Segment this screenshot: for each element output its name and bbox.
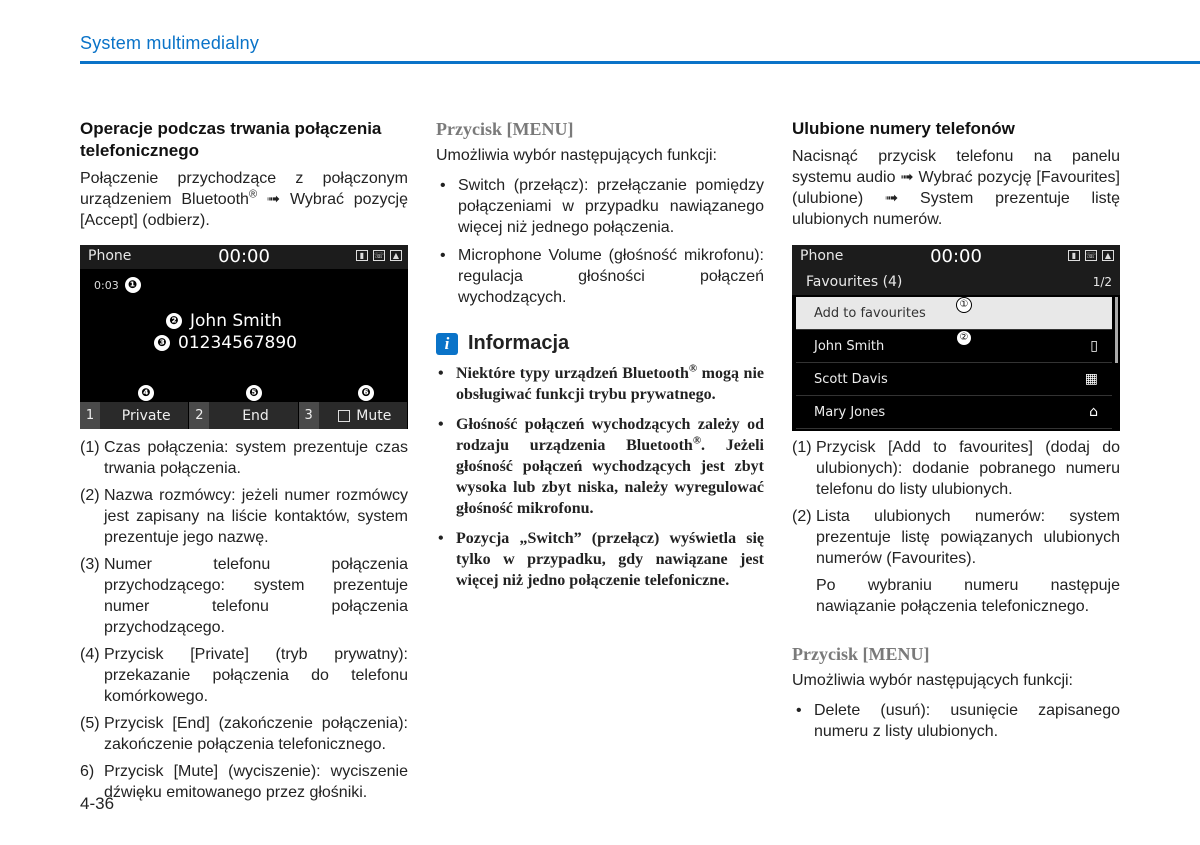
column-3 [792, 118, 1120, 230]
bullet-text: Switch (przełącz): przełączanie pomiędzy połączeniami w przypadku nawiązanego więcej niż jednego połączenia. [458, 177, 764, 236]
status-icons [356, 250, 402, 261]
favourites-intro: Nacisnąć przycisk telefonu na panelu systemu audio ➟ Wybrać pozycję [Favourites] (ulubione) ➟ System prezentuje listę ulubionych numerów. [792, 148, 1120, 228]
call-timer [94, 277, 141, 293]
marker-1: ❶ [125, 277, 141, 293]
info-text-a: Niektóre typy urządzeń Bluetooth [456, 365, 689, 382]
bullet-icon: • [438, 416, 444, 433]
list-number: (2) [792, 508, 812, 525]
list-number: 6) [80, 763, 95, 780]
softkey-label: Mute [356, 407, 392, 424]
favourite-label: Scott Davis [814, 372, 888, 387]
caller-number: 01234567890 [178, 333, 297, 353]
list-item [436, 245, 764, 308]
info-text-a: Pozycja „Switch” (przełącz) wyświetla się tylko w przypadku, gdy nawiązane jest więcej niż jedno połączenie telefoniczne. [456, 530, 764, 589]
mute-button[interactable] [299, 402, 408, 429]
menu-intro-2: Umożliwia wybór następujących funkcji: [792, 672, 1073, 689]
page-header-title: System multimedialny [80, 33, 260, 53]
caller-name: John Smith [190, 311, 282, 331]
list-item [436, 528, 764, 591]
battery-icon: ▮ [1068, 250, 1080, 261]
private-button[interactable] [80, 402, 189, 429]
registered-mark: ® [248, 188, 258, 201]
favourite-item-scott-davis[interactable] [796, 363, 1112, 396]
favourites-functions-list [792, 437, 1120, 617]
bullet-text [456, 414, 764, 519]
favourites-header [792, 269, 1120, 295]
list-item [436, 363, 764, 405]
intro-text-a: Połączenie przychodzące z połączonym urządzeniem Bluetooth [80, 170, 408, 208]
page-number: 4-36 [80, 794, 115, 813]
call-operations-intro [80, 168, 408, 231]
bullet-text [456, 363, 764, 405]
list-item [80, 713, 408, 755]
list-number: (1) [792, 439, 812, 456]
list-item [80, 761, 408, 803]
list-text: Przycisk [Add to favourites] (dodaj do ulubionych): dodanie pobranego numeru telefonu do listy ulubionych. [816, 439, 1120, 498]
bullet-icon: • [438, 365, 444, 382]
header-rule [80, 61, 1200, 64]
list-text: Przycisk [Mute] (wyciszenie): wyciszenie dźwięku emitowanego przez głośniki. [104, 763, 408, 801]
add-to-favourites-button[interactable] [796, 297, 1112, 330]
softkey-label: Private [121, 407, 171, 424]
list-text: Lista ulubionych numerów: system prezentuje listę powiązanych ulubionych numerów (Favourites). [816, 508, 1120, 567]
screen-title: Phone [88, 248, 132, 264]
marker-2: ❷ [166, 313, 182, 329]
list-number [792, 575, 816, 617]
softkey-number: 2 [189, 402, 209, 429]
list-item [792, 575, 1120, 617]
column-2 [436, 118, 764, 600]
softkey-number: 3 [299, 402, 319, 429]
list-text: Czas połączenia: system prezentuje czas trwania połączenia. [104, 439, 408, 477]
list-item [80, 485, 408, 548]
home-icon: ⌂ [1089, 404, 1098, 420]
list-item [436, 175, 764, 238]
list-item [792, 437, 1120, 500]
bullet-icon: • [796, 702, 802, 719]
section-heading-menu-2: Przycisk [MENU] [792, 644, 930, 664]
bluetooth-phone-icon: ☏ [1086, 251, 1097, 260]
caller-name-row [166, 311, 282, 331]
softkey-number: 1 [80, 402, 100, 429]
list-text: Przycisk [End] (zakończenie połączenia): zakończenie połączenia telefonicznego. [104, 715, 408, 753]
softkey-bar [80, 402, 408, 429]
phone-call-screen [80, 245, 408, 429]
screen-title: Phone [800, 248, 844, 264]
marker-2: ② [956, 330, 972, 346]
signal-icon: ▲ [390, 250, 402, 261]
list-item [80, 437, 408, 479]
end-button[interactable] [189, 402, 298, 429]
mobile-phone-icon: ▯ [1090, 338, 1098, 354]
softkey-label: End [242, 407, 269, 424]
favourite-label: Add to favourites [814, 306, 926, 321]
bullet-icon: • [438, 530, 444, 547]
list-number: (3) [80, 556, 100, 573]
registered-mark: ® [692, 434, 702, 447]
intro-text-b: ➟ Wybrać pozycję [Accept] (odbierz). [80, 191, 409, 229]
bullet-text [456, 528, 764, 591]
screen-clock: 00:00 [218, 246, 270, 267]
section-heading-call-operations: Operacje podczas trwania połączenia telefonicznego [80, 119, 382, 160]
info-text-b: mogą nie obsługiwać funkcji trybu prywatnego. [456, 365, 764, 403]
list-text: Przycisk [Private] (tryb prywatny): przekazanie połączenia do telefonu komórkowego. [104, 646, 408, 705]
office-phone-icon: ▦ [1084, 371, 1098, 387]
bullet-text: Microphone Volume (głośność mikrofonu): regulacja głośności połączeń wychodzących. [458, 247, 764, 306]
screen-status-bar [792, 245, 1120, 269]
bullet-text: Delete (usuń): usunięcie zapisanego numeru z listy ulubionych. [814, 702, 1120, 740]
list-number: (2) [80, 487, 100, 504]
favourite-item-mary-jones[interactable] [796, 396, 1112, 429]
info-title: Informacja [468, 332, 570, 354]
call-timer-value: 0:03 [94, 278, 119, 292]
caller-number-row [154, 333, 297, 353]
bluetooth-phone-icon: ☏ [374, 251, 385, 260]
list-number: (5) [80, 715, 100, 732]
mute-checkbox-icon [338, 410, 350, 422]
mute-label-wrap [323, 408, 407, 424]
list-text: Po wybraniu numeru następuje nawiązanie połączenia telefonicznego. [816, 577, 1120, 615]
menu-bullets-2 [792, 700, 1120, 742]
marker-4: ❹ [138, 385, 154, 401]
marker-5: ❺ [246, 385, 262, 401]
section-heading-favourites: Ulubione numery telefonów [792, 119, 1015, 138]
list-item [80, 644, 408, 707]
info-text-b: . Jeżeli głośność połączeń wychodzących jest zbyt wysoka lub zbyt niska, należy wyregulować głośność mikrofonu. [456, 437, 764, 517]
screen-clock: 00:00 [930, 246, 982, 267]
favourites-title: Favourites (4) [806, 274, 903, 290]
info-icon: i [436, 333, 458, 355]
column-3-list [792, 437, 1120, 749]
info-text-a: Głośność połączeń wychodzących zależy od rodzaju urządzenia Bluetooth [456, 416, 764, 454]
list-scrollbar[interactable] [1115, 297, 1118, 363]
list-item [792, 506, 1120, 569]
list-item [792, 700, 1120, 742]
status-icons [1068, 250, 1114, 261]
menu-intro: Umożliwia wybór następujących funkcji: [436, 147, 717, 164]
list-number: (1) [80, 439, 100, 456]
info-bullets [436, 363, 764, 591]
marker-3: ❸ [154, 335, 170, 351]
marker-1: ① [956, 297, 972, 313]
info-box-header [436, 332, 764, 355]
page-indicator: 1/2 [1092, 275, 1112, 289]
list-number: (4) [80, 646, 100, 663]
list-item [80, 554, 408, 638]
favourites-screen [792, 245, 1120, 431]
menu-bullets [436, 175, 764, 308]
bullet-icon: • [440, 177, 446, 194]
list-item [436, 414, 764, 519]
battery-icon: ▮ [356, 250, 368, 261]
column-1-list [80, 437, 408, 809]
section-heading-menu: Przycisk [MENU] [436, 119, 574, 139]
favourite-label: Mary Jones [814, 405, 886, 420]
softkey-markers [80, 385, 408, 401]
favourites-list [796, 297, 1112, 429]
list-text: Nazwa rozmówcy: jeżeli numer rozmówcy jest zapisany na liście kontaktów, system prezentuje jego nazwę. [104, 487, 408, 546]
list-text: Numer telefonu połączenia przychodzącego: system prezentuje numer telefonu połączenia przychodzącego. [104, 556, 408, 636]
signal-icon: ▲ [1102, 250, 1114, 261]
bullet-icon: • [440, 247, 446, 264]
favourite-item-john-smith[interactable] [796, 330, 1112, 363]
registered-mark: ® [688, 362, 698, 375]
call-functions-list [80, 437, 408, 803]
favourite-label: John Smith [814, 339, 885, 354]
marker-6: ❻ [358, 385, 374, 401]
column-1 [80, 118, 408, 231]
screen-status-bar [80, 245, 408, 269]
